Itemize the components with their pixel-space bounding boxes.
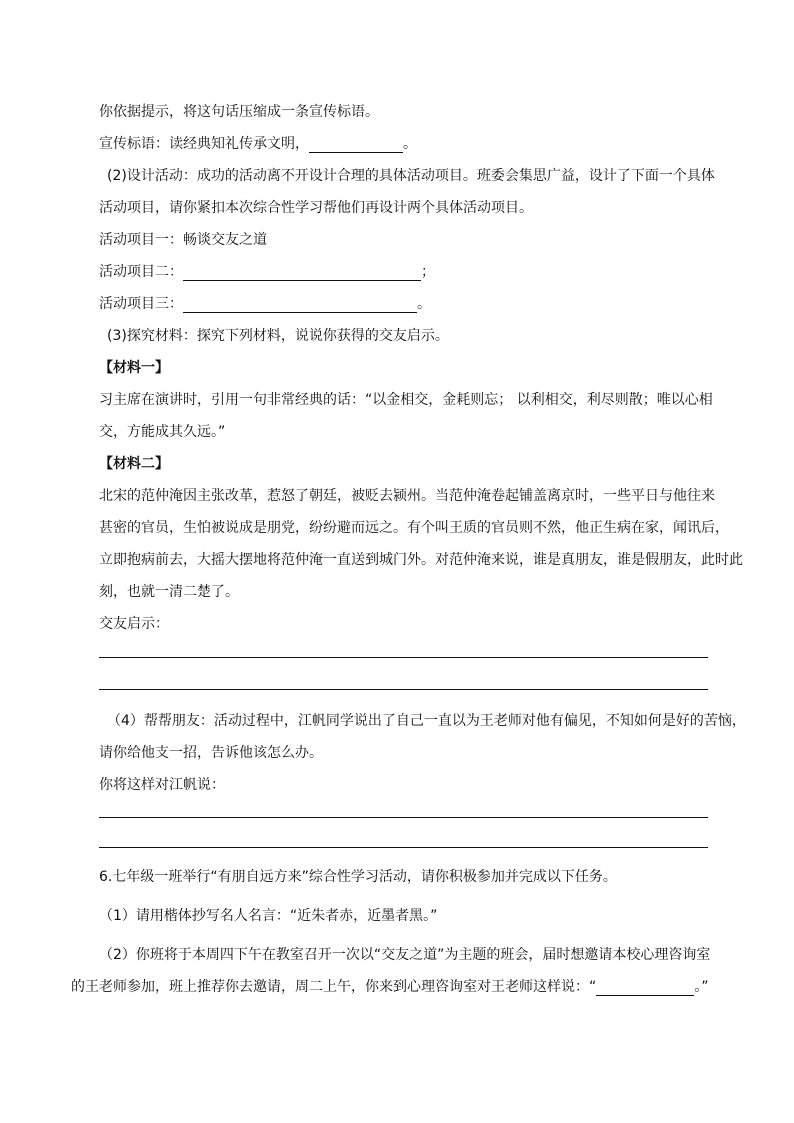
- question-6-sub-1: （1）请用楷体抄写名人名言：“近朱者赤，近墨者黑。”: [99, 908, 438, 924]
- material-2-title: 【材料二】: [99, 456, 169, 472]
- invitation-speech-blank[interactable]: [596, 981, 694, 996]
- material-1-line-2: 交，方能成其久远。”: [99, 424, 226, 440]
- question-6-sub-2-suffix: 。”: [694, 979, 709, 995]
- slogan-answer-blank[interactable]: [309, 138, 403, 153]
- question-6-sub-2-line-2: [71, 978, 709, 996]
- material-2-line-4: 刻，也就一清二楚了。: [99, 584, 239, 600]
- activity-item-3: [99, 295, 431, 313]
- material-2-line-2: 甚密的官员，生怕被说成是朋党，纷纷避而远之。有个叫王质的官员则不然，他正生病在家，闻讯后，: [99, 520, 729, 536]
- help-answer-line-1[interactable]: [99, 817, 708, 818]
- question-6-sub-2-line-1: （2）你班将于本周四下午在教室召开一次以“交友之道”为主题的班会，届时想邀请本校心理咨询室: [99, 947, 711, 963]
- help-line-1: （4）帮帮朋友：活动过程中，江帆同学说出了自己一直以为王老师对他有偏见，不知如何是好的苦恼，: [107, 713, 746, 729]
- slogan-suffix: 。: [403, 136, 417, 152]
- insight-answer-line-1[interactable]: [99, 657, 708, 658]
- help-line-2: 请你给他支一招，告诉他该怎么办。: [99, 745, 323, 761]
- slogan-prefix: 宣传标语：读经典知礼传承文明，: [99, 136, 309, 152]
- question-6-sub-2-prefix: 的王老师参加，班上推荐你去邀请，周二上午，你来到心理咨询室对王老师这样说：“: [71, 979, 597, 995]
- insight-answer-line-2[interactable]: [99, 689, 708, 690]
- help-say-label: 你将这样对江帆说：: [99, 777, 225, 793]
- explore-instruction: (3)探究材料：探究下列材料，说说你获得的交友启示。: [107, 328, 449, 344]
- question-6-intro: 6.七年级一班举行“有朋自远方来”综合性学习活动，请你积极参加并完成以下任务。: [99, 869, 617, 885]
- activity-item-2-label: 活动项目二：: [99, 264, 183, 280]
- material-2-line-1: 北宋的范仲淹因主张改革，惹怒了朝廷，被贬去颍州。当范仲淹卷起铺盖离京时，一些平日与他往来: [99, 488, 715, 504]
- activity-item-2: [99, 263, 435, 281]
- material-1-line-1: 习主席在演讲时，引用一句非常经典的话：“以金相交，金耗则忘； 以利相交，利尽则散；唯以心相: [99, 392, 713, 408]
- activity-item-3-blank[interactable]: [183, 298, 417, 313]
- help-answer-line-2[interactable]: [99, 847, 708, 848]
- insight-label: 交友启示：: [99, 616, 169, 632]
- activity-item-3-end: 。: [417, 296, 431, 312]
- slogan-line: [99, 135, 417, 153]
- material-2-line-3: 立即抱病前去，大摇大摆地将范仲淹一直送到城门外。对范仲淹来说，谁是真朋友，谁是假朋友，此时此: [99, 552, 743, 568]
- activity-item-2-end: ；: [421, 264, 435, 280]
- activity-item-2-blank[interactable]: [183, 266, 421, 281]
- design-line-1: (2)设计活动：成功的活动离不开设计合理的具体活动项目。班委会集思广益，设计了下面一个具体: [107, 168, 715, 184]
- activity-item-1: 活动项目一：畅谈交友之道: [99, 232, 267, 248]
- activity-item-3-label: 活动项目三：: [99, 296, 183, 312]
- material-1-title: 【材料一】: [99, 360, 169, 376]
- design-line-2: 活动项目，请你紧扣本次综合性学习帮他们再设计两个具体活动项目。: [99, 200, 533, 216]
- paragraph-prompt: 你依据提示，将这句话压缩成一条宣传标语。: [99, 104, 379, 120]
